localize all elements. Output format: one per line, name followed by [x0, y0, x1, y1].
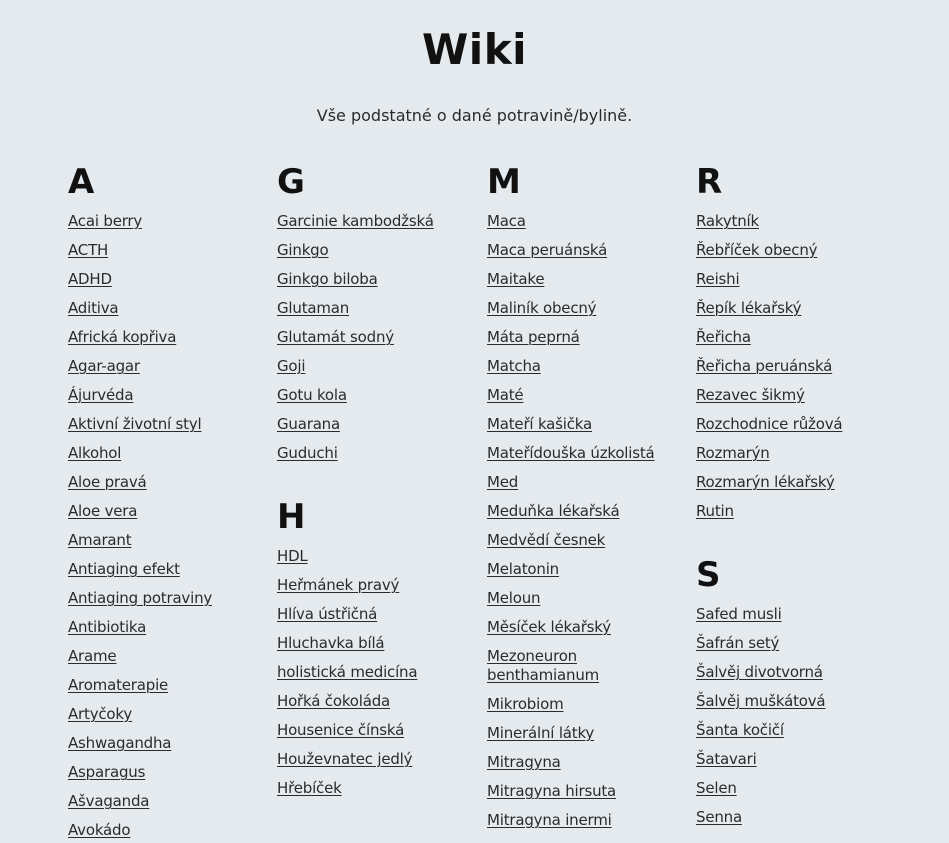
list-item	[696, 235, 888, 264]
wiki-entry-link[interactable]: Maitake	[487, 270, 545, 288]
wiki-entry-link[interactable]: Minerální látky	[487, 724, 595, 742]
wiki-entry-link[interactable]: holistická medicína	[277, 663, 418, 681]
list-item	[487, 293, 679, 322]
list-item	[68, 380, 260, 409]
wiki-entry-link[interactable]: Matcha	[487, 357, 541, 375]
list-item	[696, 628, 888, 657]
list-item	[277, 409, 469, 438]
list-item	[68, 699, 260, 728]
wiki-entry-link[interactable]: Rozmarýn lékařský	[696, 473, 835, 491]
wiki-entry-link[interactable]: Ginkgo biloba	[277, 270, 378, 288]
list-item	[696, 206, 888, 235]
list-item	[487, 235, 679, 264]
wiki-entry-link[interactable]: Garcinie kambodžská	[277, 212, 434, 230]
wiki-entry-link[interactable]: Měsíček lékařský	[487, 618, 611, 636]
list-item	[277, 570, 469, 599]
wiki-entry-link[interactable]: Rezavec šikmý	[696, 386, 805, 404]
list-item	[487, 612, 679, 641]
wiki-entry-link[interactable]: Meduňka lékařská	[487, 502, 620, 520]
wiki-entry-link[interactable]: Heřmánek pravý	[277, 576, 400, 594]
wiki-entry-link[interactable]: Selen	[696, 779, 737, 797]
wiki-entry-link[interactable]: Reishi	[696, 270, 740, 288]
list-item	[487, 467, 679, 496]
wiki-entry-link[interactable]: Máta peprná	[487, 328, 580, 346]
wiki-entry-link[interactable]: Antibiotika	[68, 618, 147, 636]
letter-section-g	[277, 160, 469, 467]
letter-section-m	[487, 160, 679, 834]
list-item	[68, 728, 260, 757]
wiki-entry-link[interactable]: Mitragyna	[487, 753, 561, 771]
list-item	[696, 686, 888, 715]
letter-heading: S	[696, 555, 721, 595]
list-item	[487, 583, 679, 612]
wiki-entry-link[interactable]: Mitragyna inermi	[487, 811, 612, 829]
list-item	[696, 438, 888, 467]
wiki-entry-link[interactable]: Melatonin	[487, 560, 559, 578]
wiki-entry-link[interactable]: Mateřídouška úzkolistá	[487, 444, 655, 462]
list-item	[487, 438, 679, 467]
wiki-entry-link[interactable]: Aditiva	[68, 299, 119, 317]
entry-list	[277, 541, 469, 802]
wiki-entry-link[interactable]: Rozchodnice růžová	[696, 415, 843, 433]
wiki-entry-link[interactable]: Aromaterapie	[68, 676, 169, 694]
wiki-entry-link[interactable]: Šatavari	[696, 750, 757, 768]
letter-section-s	[696, 553, 888, 831]
wiki-column-3	[487, 160, 679, 834]
list-item	[68, 554, 260, 583]
list-item	[696, 351, 888, 380]
letter-section-r	[696, 160, 888, 525]
entry-list	[487, 206, 679, 834]
list-item	[277, 206, 469, 235]
list-item	[696, 322, 888, 351]
wiki-entry-link[interactable]: Med	[487, 473, 519, 491]
list-item	[277, 744, 469, 773]
list-item	[68, 438, 260, 467]
wiki-entry-link[interactable]: Šafrán setý	[696, 634, 780, 652]
list-item	[277, 380, 469, 409]
letter-heading: M	[487, 162, 521, 202]
wiki-entry-link[interactable]: Housenice čínská	[277, 721, 405, 739]
list-item	[68, 757, 260, 786]
list-item	[487, 264, 679, 293]
wiki-entry-link[interactable]: Avokádo	[68, 821, 131, 839]
wiki-entry-link[interactable]: Alkohol	[68, 444, 122, 462]
list-item	[68, 670, 260, 699]
wiki-entry-link[interactable]: Ájurvéda	[68, 386, 134, 404]
list-item	[68, 351, 260, 380]
wiki-column-1	[68, 160, 260, 843]
wiki-entry-link[interactable]: Řepík lékařský	[696, 299, 802, 317]
wiki-entry-link[interactable]: Ašvaganda	[68, 792, 150, 810]
wiki-entry-link[interactable]: Šalvěj divotvorná	[696, 663, 823, 681]
wiki-entry-link[interactable]: Goji	[277, 357, 306, 375]
wiki-entry-link[interactable]: Hřebíček	[277, 779, 342, 797]
list-item	[696, 744, 888, 773]
list-item	[68, 467, 260, 496]
wiki-entry-link[interactable]: Mikrobiom	[487, 695, 564, 713]
wiki-entry-link[interactable]: Řebříček obecný	[696, 241, 818, 259]
wiki-entry-link[interactable]: Mitragyna hirsuta	[487, 782, 617, 800]
wiki-entry-link[interactable]: Antiaging potraviny	[68, 589, 213, 607]
wiki-entry-link[interactable]: Aktivní životní styl	[68, 415, 202, 433]
page-title: Wiki	[421, 25, 528, 74]
wiki-entry-link[interactable]: Acai berry	[68, 212, 143, 230]
wiki-entry-link[interactable]: Safed musli	[696, 605, 782, 623]
wiki-column-2	[277, 160, 469, 802]
wiki-column-4	[696, 160, 888, 831]
list-item	[487, 747, 679, 776]
wiki-entry-link[interactable]: Maté	[487, 386, 524, 404]
list-item	[68, 786, 260, 815]
wiki-entry-link[interactable]: Maliník obecný	[487, 299, 597, 317]
wiki-entry-link[interactable]: Guarana	[277, 415, 340, 433]
list-item	[68, 496, 260, 525]
list-item	[487, 805, 679, 834]
wiki-entry-link[interactable]: Rutin	[696, 502, 734, 520]
list-item	[68, 235, 260, 264]
letter-section-h	[277, 495, 469, 802]
entry-list	[696, 599, 888, 831]
wiki-entry-link[interactable]: Šalvěj muškátová	[696, 692, 826, 710]
list-item	[696, 599, 888, 628]
wiki-entry-link[interactable]: Řeřicha	[696, 328, 751, 346]
list-item	[696, 802, 888, 831]
list-item	[277, 438, 469, 467]
wiki-entry-link[interactable]: Houževnatec jedlý	[277, 750, 413, 768]
list-item	[487, 409, 679, 438]
list-item	[487, 776, 679, 805]
list-item	[487, 496, 679, 525]
wiki-entry-link[interactable]: Mateří kašička	[487, 415, 593, 433]
list-item	[277, 351, 469, 380]
wiki-entry-link[interactable]: Rakytník	[696, 212, 759, 230]
list-item	[487, 689, 679, 718]
letter-heading: R	[696, 162, 723, 202]
list-item	[487, 554, 679, 583]
page-subtitle: Vše podstatné o dané potravině/bylině.	[316, 106, 633, 125]
list-item	[696, 264, 888, 293]
wiki-entry-link[interactable]: Meloun	[487, 589, 541, 607]
wiki-entry-link[interactable]: Glutamát sodný	[277, 328, 394, 346]
wiki-entry-link[interactable]: Artyčoky	[68, 705, 133, 723]
list-item	[277, 715, 469, 744]
list-item	[277, 235, 469, 264]
list-item	[487, 718, 679, 747]
list-item	[487, 351, 679, 380]
list-item	[696, 496, 888, 525]
list-item	[696, 715, 888, 744]
list-item	[277, 322, 469, 351]
list-item	[277, 628, 469, 657]
wiki-entry-link[interactable]: Gotu kola	[277, 386, 347, 404]
wiki-entry-link[interactable]: Antiaging efekt	[68, 560, 180, 578]
list-item	[277, 293, 469, 322]
list-item	[696, 380, 888, 409]
wiki-entry-link[interactable]: Medvědí česnek	[487, 531, 606, 549]
list-item	[68, 525, 260, 554]
wiki-entry-link[interactable]: Mezoneuron benthamianum	[487, 647, 600, 684]
list-item	[68, 322, 260, 351]
wiki-entry-link[interactable]: Amarant	[68, 531, 132, 549]
list-item	[68, 815, 260, 843]
list-item	[68, 264, 260, 293]
list-item	[487, 525, 679, 554]
entry-list	[277, 206, 469, 467]
list-item	[487, 322, 679, 351]
list-item	[277, 599, 469, 628]
wiki-entry-link[interactable]: Hlíva ústřičná	[277, 605, 378, 623]
list-item	[696, 657, 888, 686]
list-item	[68, 206, 260, 235]
wiki-entry-link[interactable]: Africká kopřiva	[68, 328, 177, 346]
wiki-entry-link[interactable]: Ginkgo	[277, 241, 329, 259]
letter-heading: A	[68, 162, 95, 202]
list-item	[277, 541, 469, 570]
wiki-entry-link[interactable]: Asparagus	[68, 763, 146, 781]
wiki-entry-link[interactable]: ADHD	[68, 270, 112, 288]
wiki-entry-link[interactable]: Guduchi	[277, 444, 338, 462]
letter-section-a	[68, 160, 260, 843]
wiki-entry-link[interactable]: Hořká čokoláda	[277, 692, 391, 710]
list-item	[277, 686, 469, 715]
wiki-entry-link[interactable]: Ashwagandha	[68, 734, 172, 752]
wiki-entry-link[interactable]: HDL	[277, 547, 308, 565]
list-item	[68, 409, 260, 438]
list-item	[487, 380, 679, 409]
entry-list	[68, 206, 260, 843]
list-item	[277, 657, 469, 686]
entry-list	[696, 206, 888, 525]
wiki-entry-link[interactable]: Glutaman	[277, 299, 350, 317]
wiki-entry-link[interactable]: Aloe pravá	[68, 473, 147, 491]
list-item	[696, 293, 888, 322]
list-item	[277, 264, 469, 293]
wiki-entry-link[interactable]: Řeřicha peruánská	[696, 357, 833, 375]
wiki-entry-link[interactable]: Senna	[696, 808, 742, 826]
wiki-entry-link[interactable]: ACTH	[68, 241, 109, 259]
list-item	[487, 641, 679, 689]
list-item	[68, 641, 260, 670]
list-item	[696, 773, 888, 802]
list-item	[277, 773, 469, 802]
wiki-entry-link[interactable]: Maca peruánská	[487, 241, 608, 259]
list-item	[68, 583, 260, 612]
wiki-entry-link[interactable]: Aloe vera	[68, 502, 138, 520]
wiki-entry-link[interactable]: Šanta kočičí	[696, 721, 784, 739]
wiki-entry-link[interactable]: Arame	[68, 647, 117, 665]
list-item	[68, 293, 260, 322]
list-item	[487, 206, 679, 235]
wiki-entry-link[interactable]: Rozmarýn	[696, 444, 770, 462]
list-item	[68, 612, 260, 641]
letter-heading: G	[277, 162, 305, 202]
wiki-entry-link[interactable]: Hluchavka bílá	[277, 634, 385, 652]
wiki-entry-link[interactable]: Agar-agar	[68, 357, 140, 375]
wiki-entry-link[interactable]: Maca	[487, 212, 526, 230]
list-item	[696, 409, 888, 438]
letter-heading: H	[277, 497, 306, 537]
list-item	[696, 467, 888, 496]
